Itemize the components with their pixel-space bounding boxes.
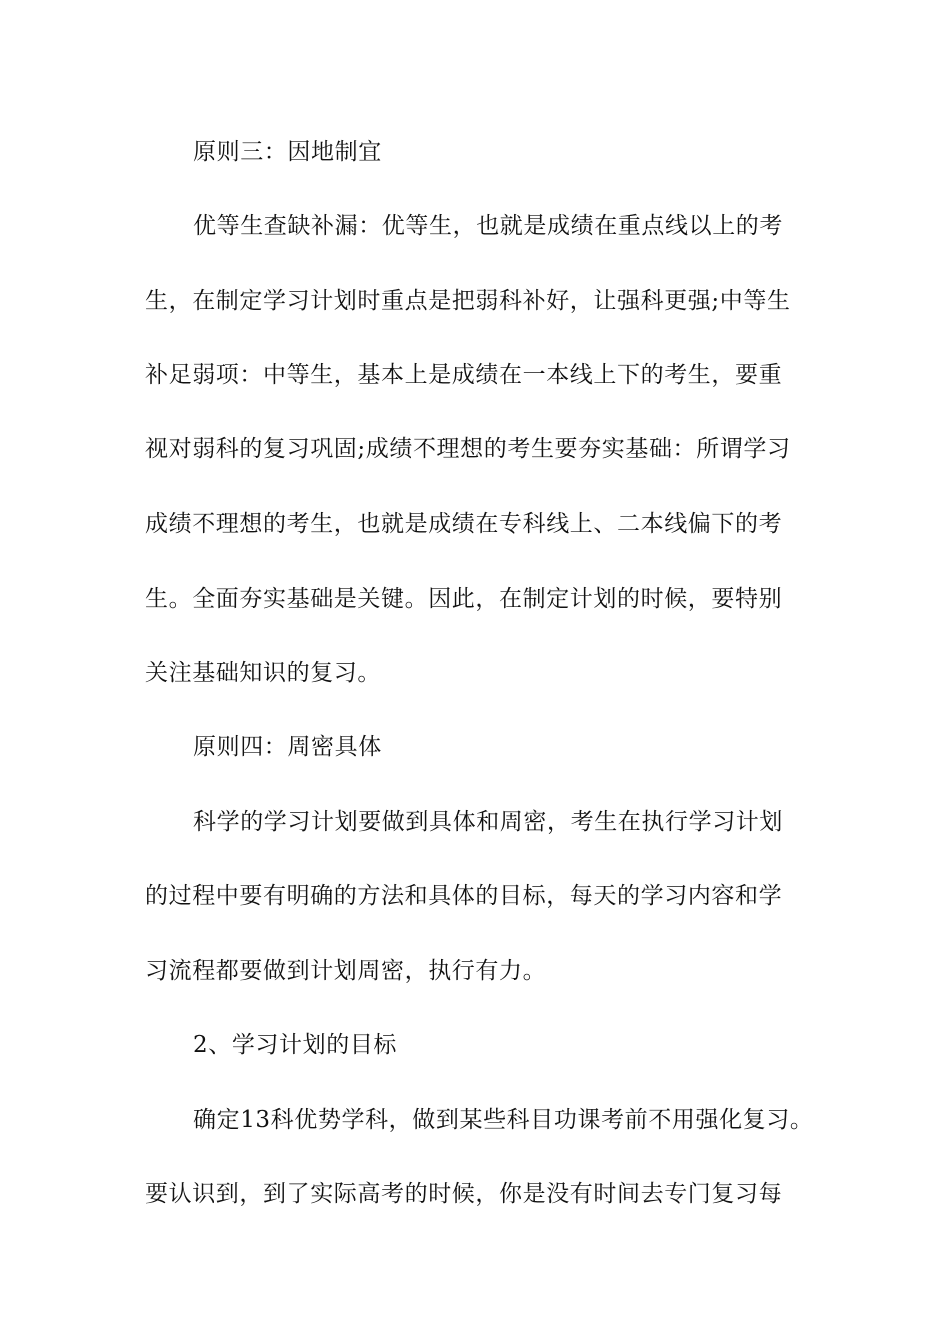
heading-principle-three: 原则三：因地制宜 — [193, 139, 382, 165]
paragraph-line: 补足弱项：中等生，基本上是成绩在一本线上下的考生，要重 — [145, 362, 783, 388]
paragraph-line: 生，在制定学习计划时重点是把弱科补好，让强科更强;中等生 — [145, 288, 791, 314]
heading-study-plan-goals: 2、学习计划的目标 — [193, 1032, 398, 1058]
paragraph-line: 科学的学习计划要做到具体和周密，考生在执行学习计划 — [193, 809, 783, 835]
heading-principle-four: 原则四：周密具体 — [193, 734, 382, 760]
paragraph-line: 成绩不理想的考生，也就是成绩在专科线上、二本线偏下的考 — [145, 511, 783, 537]
paragraph-line: 要认识到，到了实际高考的时候，你是没有时间去专门复习每 — [145, 1181, 783, 1207]
paragraph-line: 的过程中要有明确的方法和具体的目标，每天的学习内容和学 — [145, 883, 783, 909]
paragraph-line: 视对弱科的复习巩固;成绩不理想的考生要夯实基础：所谓学习 — [145, 436, 791, 462]
paragraph-line: 生。全面夯实基础是关键。因此，在制定计划的时候，要特别 — [145, 586, 783, 612]
paragraph-line: 确定13科优势学科，做到某些科目功课考前不用强化复习。 — [193, 1107, 814, 1133]
paragraph-line: 习流程都要做到计划周密，执行有力。 — [145, 958, 547, 984]
paragraph-line: 关注基础知识的复习。 — [145, 660, 381, 686]
paragraph-line: 优等生查缺补漏：优等生，也就是成绩在重点线以上的考 — [193, 213, 783, 239]
